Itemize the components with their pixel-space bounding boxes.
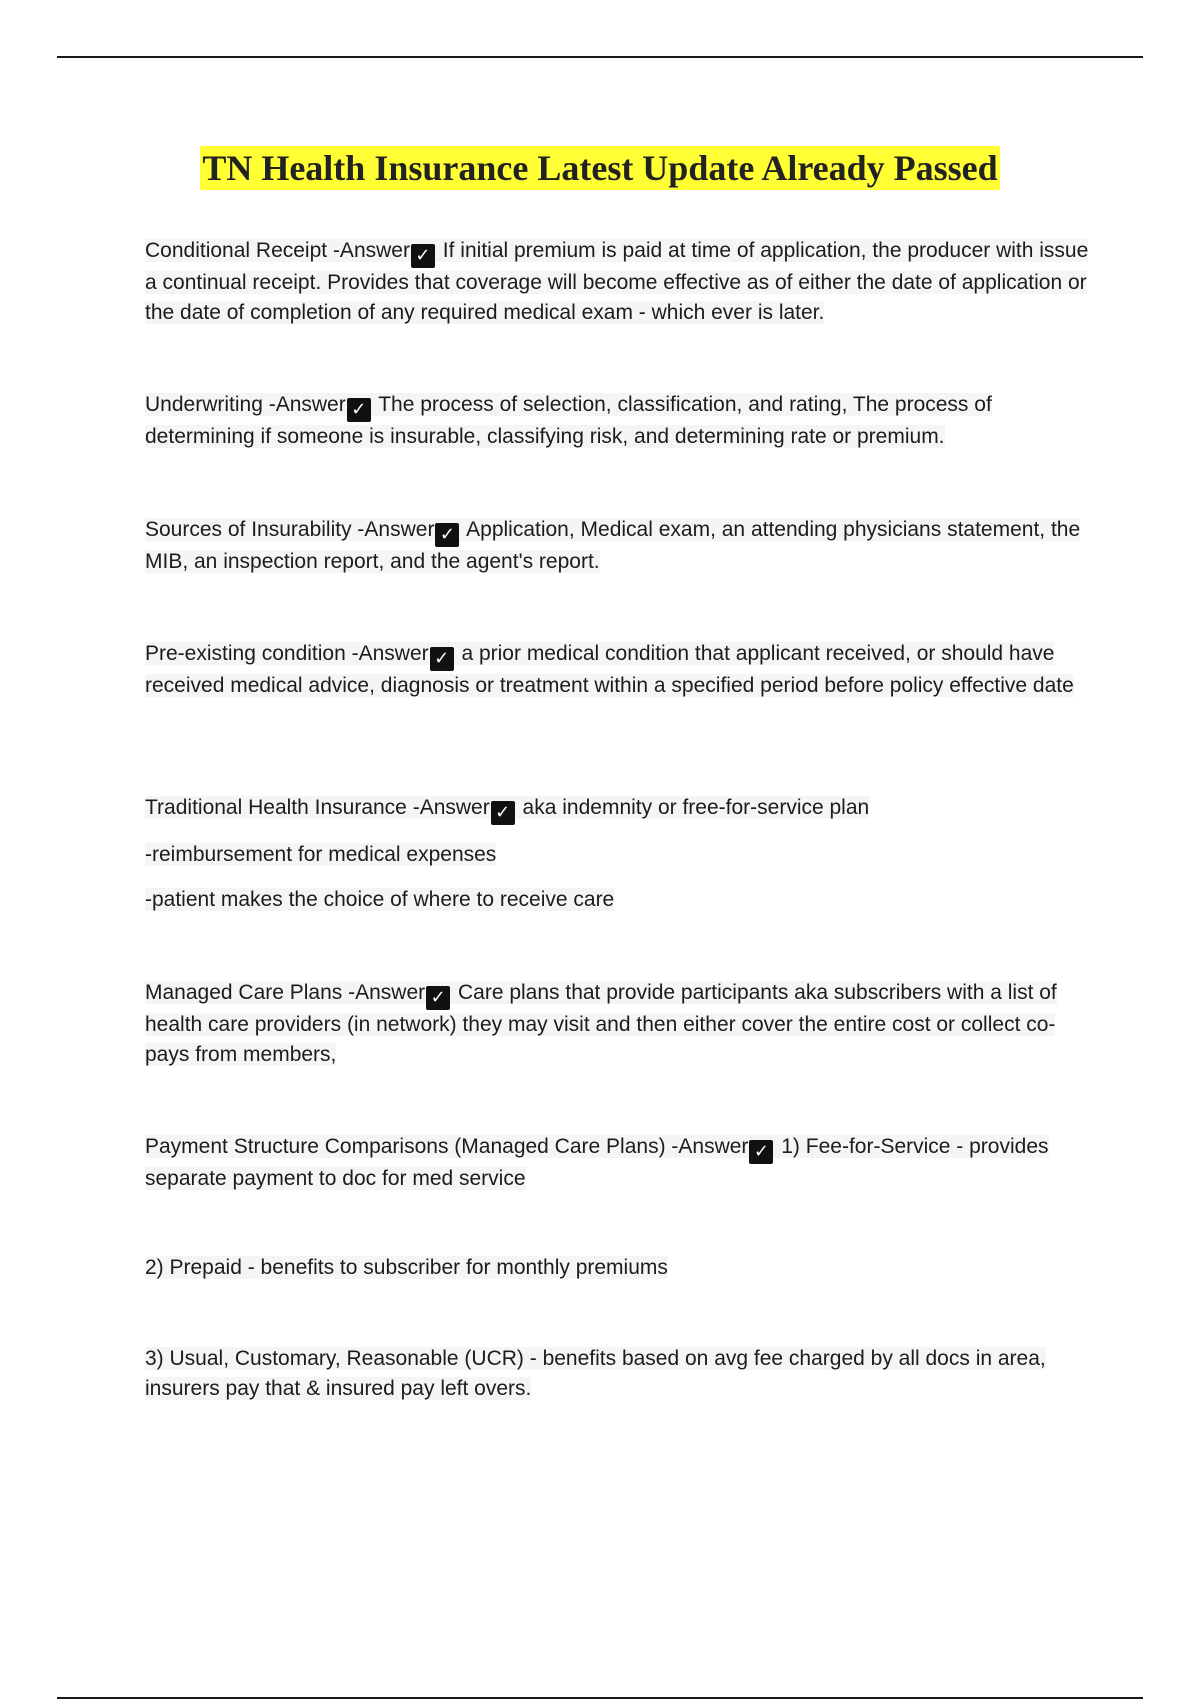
answer-line: -patient makes the choice of where to receive care (145, 888, 615, 911)
check-box-icon: ✓ (430, 647, 454, 671)
term-label: Payment Structure Comparisons (Managed Care Plans) -Answer (145, 1135, 749, 1158)
check-box-icon: ✓ (426, 986, 450, 1010)
check-box-icon: ✓ (435, 523, 459, 547)
qa-entry-traditional-health-insurance (145, 793, 1090, 915)
term-label: Managed Care Plans -Answer (145, 981, 426, 1004)
paragraph-ucr (145, 1344, 1090, 1404)
answer-text: The process of selection, classification, and rating, The process of determining if someone is insurable, classifying risk, and determining rate or premium. (145, 393, 992, 448)
term-label: Conditional Receipt -Answer (145, 239, 410, 262)
answer-text: 1) Fee-for-Service - provides separate payment to doc for med service (145, 1135, 1049, 1190)
answer-text: a prior medical condition that applicant received, or should have received medical advice, diagnosis or treatment within a specified period before policy effective date (145, 642, 1074, 697)
term-label: Underwriting -Answer (145, 393, 346, 416)
qa-entry-underwriting (145, 390, 1090, 452)
answer-text: Care plans that provide participants aka subscribers with a list of health care providers (in network) they may visit and then either cover the entire cost or collect co-pays from members, (145, 981, 1057, 1066)
answer-text: If initial premium is paid at time of application, the producer with issue a continual receipt. Provides that coverage will become effective as of either the date of application or the date of completion of any required medical exam - which ever is later. (145, 239, 1089, 324)
check-box-icon: ✓ (491, 801, 515, 825)
term-label: Pre-existing condition -Answer (145, 642, 429, 665)
document-title: TN Health Insurance Latest Update Already Passed (202, 148, 998, 188)
paragraph-text: 2) Prepaid - benefits to subscriber for monthly premiums (145, 1256, 668, 1279)
term-label: Sources of Insurability -Answer (145, 518, 435, 541)
term-label: Traditional Health Insurance -Answer (145, 796, 490, 819)
top-rule (57, 56, 1143, 58)
bottom-rule (57, 1697, 1143, 1699)
check-box-icon: ✓ (749, 1140, 773, 1164)
qa-entry-managed-care-plans (145, 978, 1090, 1070)
check-box-icon: ✓ (347, 398, 371, 422)
qa-entry-sources-of-insurability (145, 515, 1090, 577)
qa-entry-conditional-receipt (145, 236, 1090, 328)
answer-line: -reimbursement for medical expenses (145, 843, 497, 866)
paragraph-prepaid (145, 1253, 1090, 1283)
qa-entry-payment-structure-comparisons (145, 1132, 1090, 1194)
answer-text: Application, Medical exam, an attending physicians statement, the MIB, an inspection report, and the agent's report. (145, 518, 1081, 573)
qa-entry-pre-existing-condition (145, 639, 1090, 701)
paragraph-text: 3) Usual, Customary, Reasonable (UCR) - benefits based on avg fee charged by all docs in area, insurers pay that & insured pay left overs. (145, 1347, 1046, 1400)
check-box-icon: ✓ (411, 244, 435, 268)
title-container (0, 146, 1200, 190)
answer-text: aka indemnity or free-for-service plan (516, 796, 870, 819)
